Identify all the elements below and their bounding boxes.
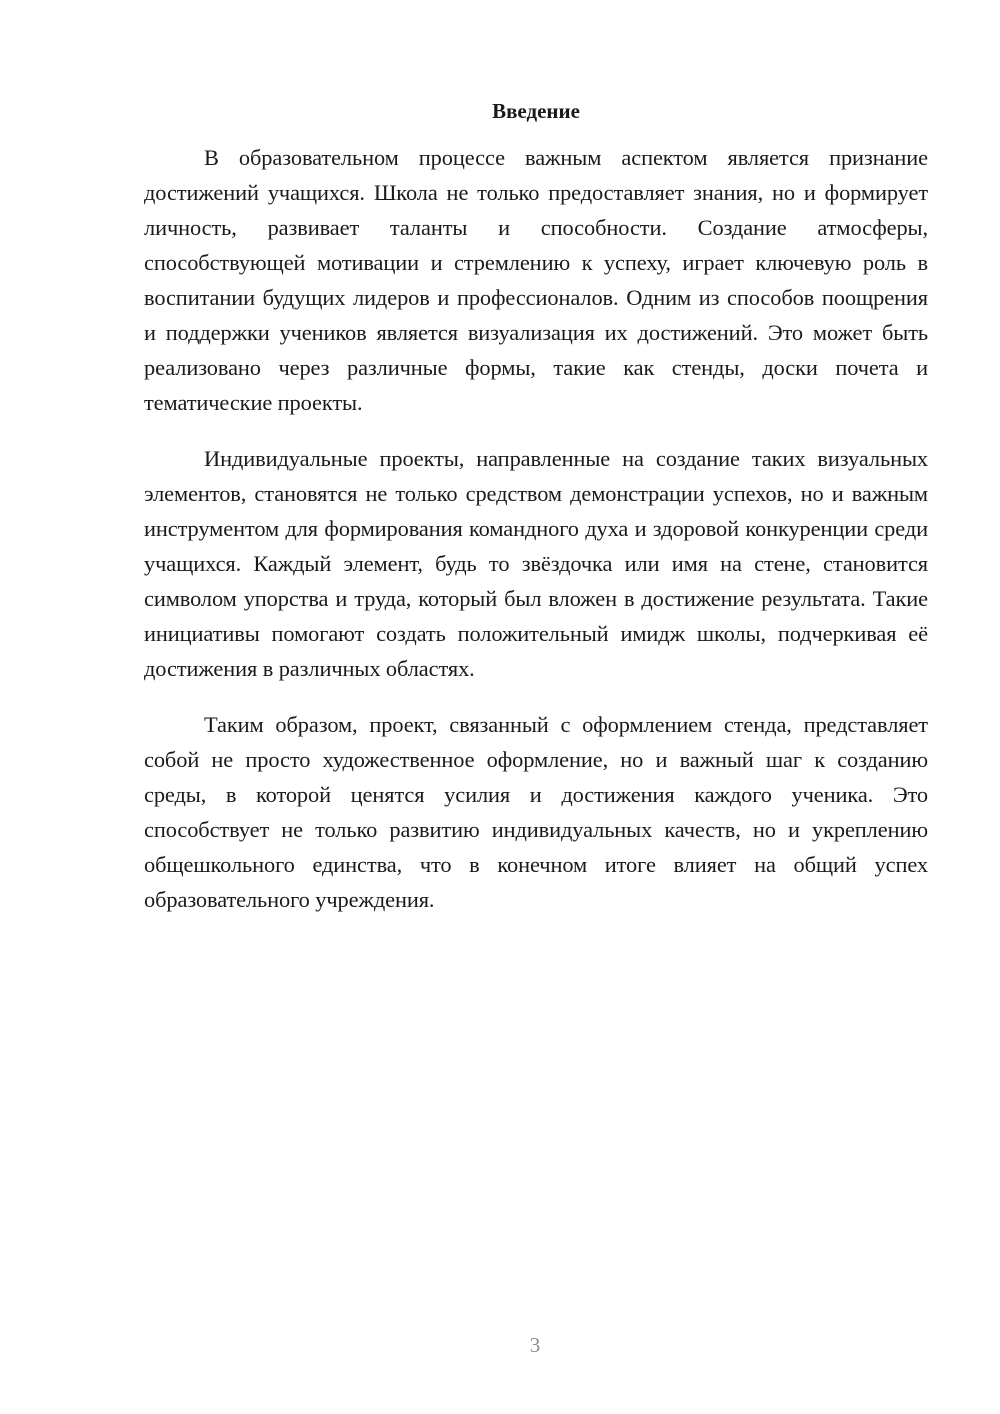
paragraph-2: Индивидуальные проекты, направленные на создание таких визуальных элементов, становятся не только средством демонстрации успехов, но и важным инструментом для формирования командного духа и здоровой конкуренции среди учащихся. Каждый элемент, будь то звёздочка или имя на стене, становится символом упорства и труда, который был вложен в достижение результата. Такие инициативы помогают создать положительный имидж школы, подчеркивая её достижения в различных областях. [144,446,928,681]
page-number: 3 [529,1333,541,1357]
body-text [144,140,928,938]
paragraph-3: Таким образом, проект, связанный с оформлением стенда, представляет собой не просто художественное оформление, но и важный шаг к созданию среды, в которой ценятся усилия и достижения каждого ученика. Это способствует не только развитию индивидуальных качеств, но и укреплению общешкольного единства, что в конечном итоге влияет на общий успех образовательного учреждения. [144,712,928,912]
section-heading: Введение [492,99,580,123]
paragraph-1: В образовательном процессе важным аспектом является признание достижений учащихся. Школа не только предоставляет знания, но и формирует личность, развивает таланты и способности. Создание атмосферы, способствующей мотивации и стремлению к успеху, играет ключевую роль в воспитании будущих лидеров и профессионалов. Одним из способов поощрения и поддержки учеников является визуализация их достижений. Это может быть реализовано через различные формы, такие как стенды, доски почета и тематические проекты. [144,145,928,415]
